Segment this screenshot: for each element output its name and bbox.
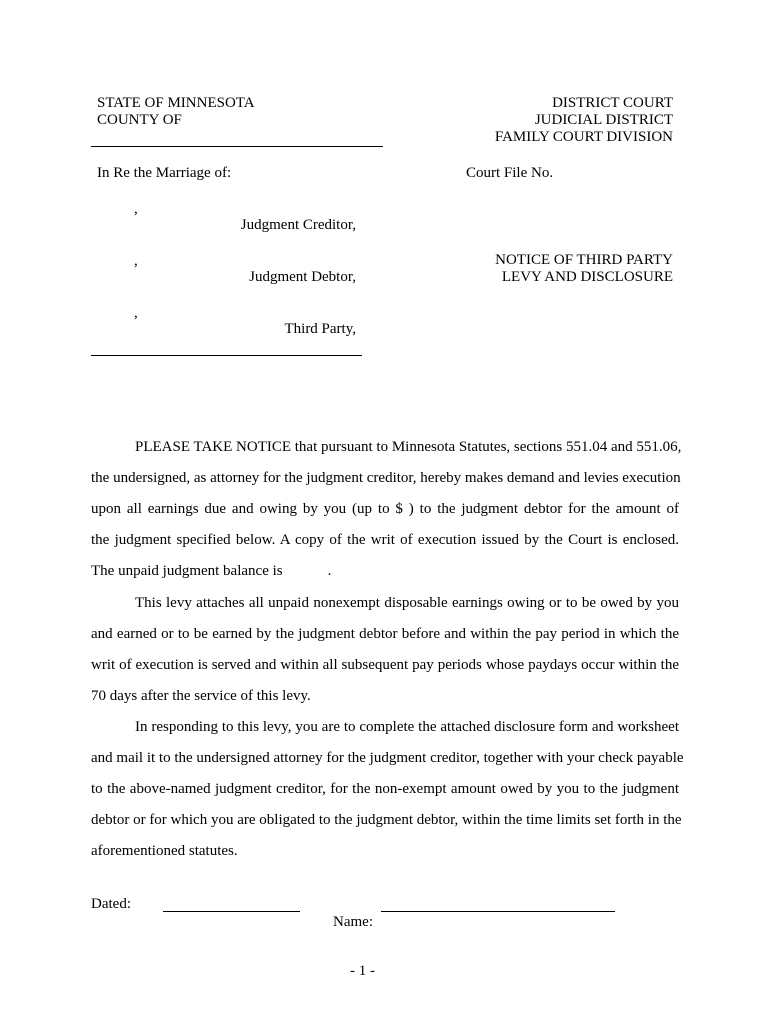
paragraph-line: the undersigned, as attorney for the judgment creditor, hereby makes demand and levies execution <box>91 470 681 486</box>
in-re-label: In Re the Marriage of: <box>97 165 232 181</box>
name-label: Name: <box>333 914 373 930</box>
caption-divider-bottom <box>91 355 362 356</box>
paragraph-line: upon all earnings due and owing by you (up to $ ) to the judgment debtor for the amount of <box>91 501 679 517</box>
paragraph-line: In responding to this levy, you are to complete the attached disclosure form and worksheet <box>135 719 679 735</box>
third-party-comma: , <box>134 305 138 321</box>
third-party-label: Third Party, <box>284 321 356 337</box>
paragraph-line: debtor or for which you are obligated to the judgment debtor, within the time limits set forth in the <box>91 812 682 828</box>
state-label: STATE OF MINNESOTA <box>97 95 255 111</box>
paragraph-line: the judgment specified below. A copy of the writ of execution issued by the Court is enclosed. <box>91 532 679 548</box>
court-label: DISTRICT COURT <box>552 95 673 111</box>
judgment-creditor-label: Judgment Creditor, <box>240 217 356 233</box>
debtor-comma: , <box>134 253 138 269</box>
district-label: JUDICIAL DISTRICT <box>534 112 673 128</box>
paragraph-line: writ of execution is served and within all subsequent pay periods whose paydays occur within the <box>91 657 679 673</box>
paragraph-line: and mail it to the undersigned attorney for the judgment creditor, together with your check payable <box>91 750 684 766</box>
document-title-line2: LEVY AND DISCLOSURE <box>501 269 673 285</box>
paragraph-line: 70 days after the service of this levy. <box>91 688 311 704</box>
dated-label: Dated: <box>91 896 131 912</box>
notice-paragraph <box>91 432 682 587</box>
paragraph-line: and earned or to be earned by the judgment debtor before and within the pay period in which the <box>91 626 679 642</box>
division-label: FAMILY COURT DIVISION <box>494 129 673 145</box>
date-blank-line <box>163 911 300 912</box>
county-label: COUNTY OF <box>97 112 182 128</box>
paragraph-line: to the above-named judgment creditor, for the non-exempt amount owed by you to the judgment <box>91 781 679 797</box>
page-number: - 1 - <box>350 963 375 979</box>
levy-attachment-paragraph <box>91 588 679 712</box>
paragraph-line: aforementioned statutes. <box>91 843 238 859</box>
court-file-label: Court File No. <box>466 165 554 181</box>
paragraph-line: PLEASE TAKE NOTICE that pursuant to Minnesota Statutes, sections 551.04 and 551.06, <box>135 439 682 455</box>
paragraph-line: The unpaid judgment balance is . <box>91 563 332 579</box>
response-paragraph <box>91 712 684 867</box>
signature-blank-line <box>381 911 615 912</box>
caption-divider-top <box>91 146 383 147</box>
creditor-comma: , <box>134 201 138 217</box>
judgment-debtor-label: Judgment Debtor, <box>249 269 356 285</box>
paragraph-line: This levy attaches all unpaid nonexempt disposable earnings owing or to be owed by you <box>135 595 679 611</box>
document-title-line1: NOTICE OF THIRD PARTY <box>495 252 673 268</box>
